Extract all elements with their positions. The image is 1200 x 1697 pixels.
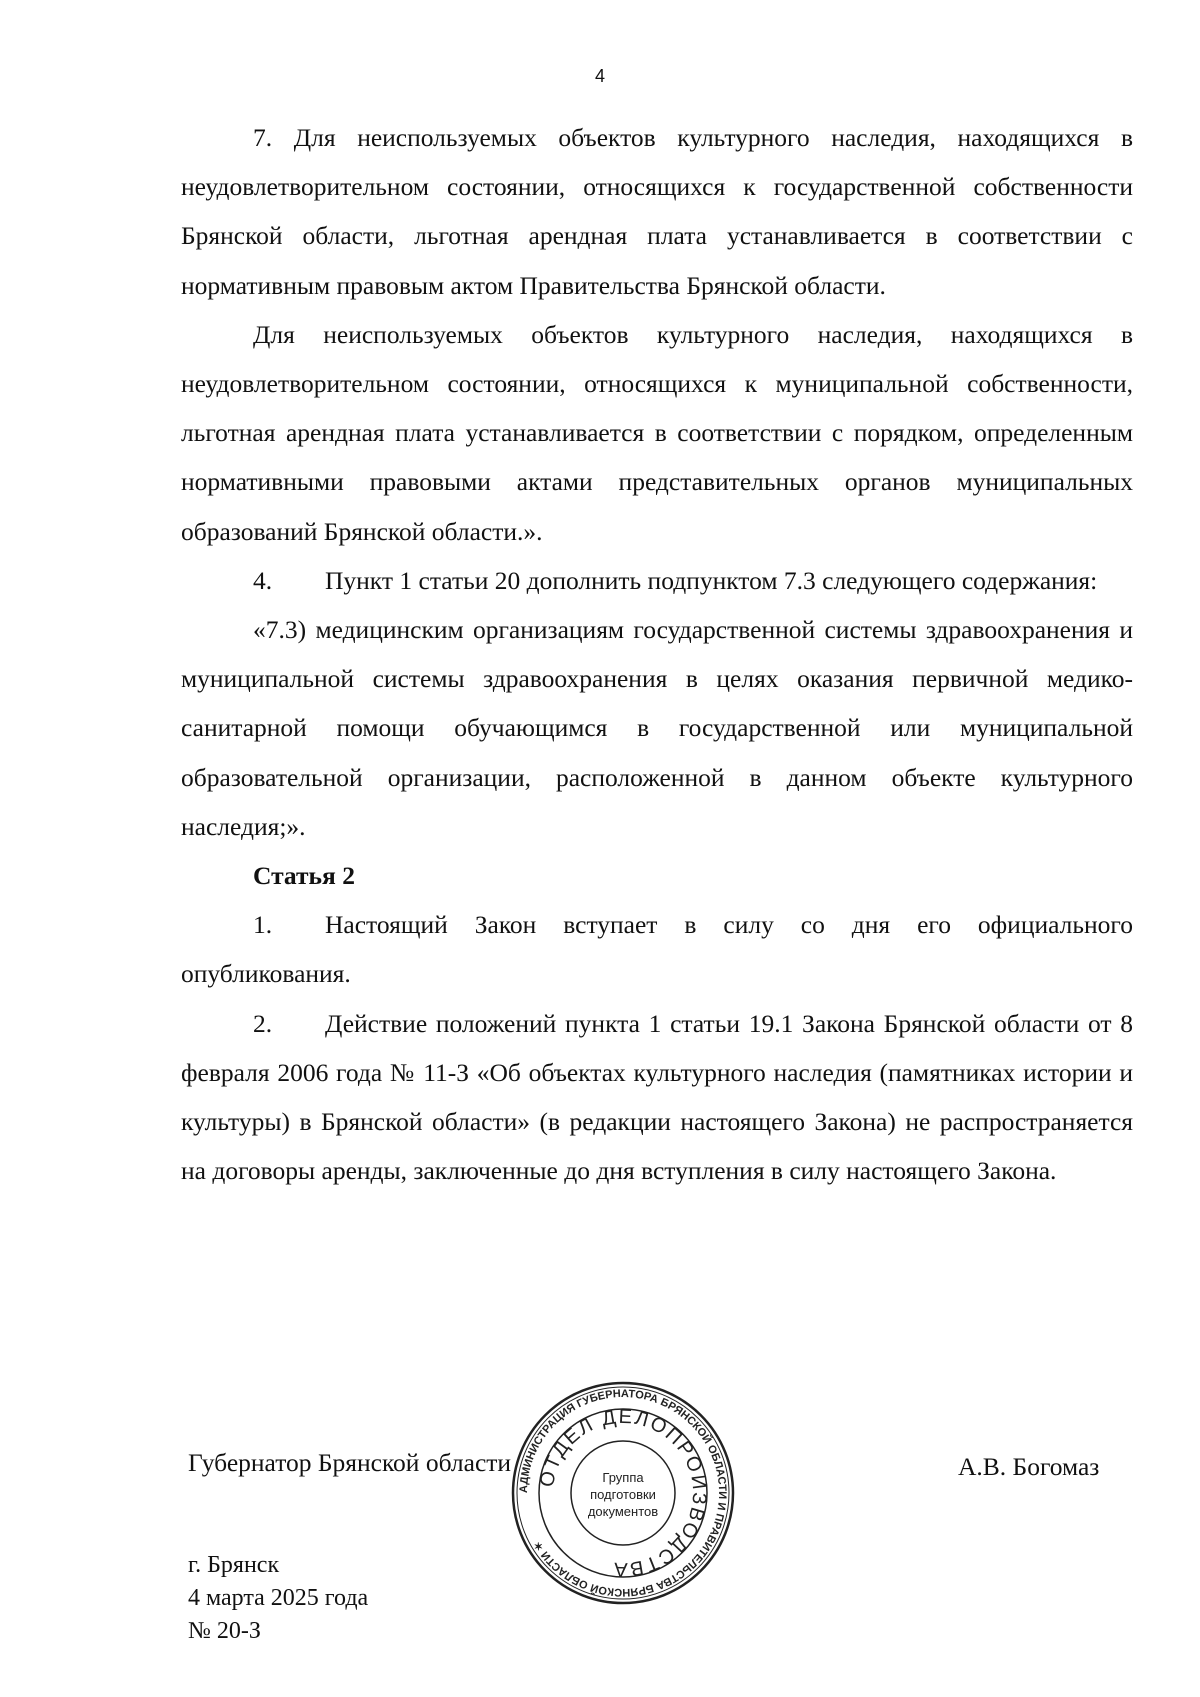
item-text: Пункт 1 статьи 20 дополнить подпунктом 7.3 следующего содержания: (325, 565, 1098, 595)
date: 4 марта 2025 года (188, 1585, 369, 1611)
page-number: 4 (594, 66, 605, 86)
item-text: Действие положений пункта 1 статьи 19.1 Закона Брянской области от 8 февраля 2006 года № 11-З «Об объектах культурного наследия (памятниках истории и культуры) в Брянской области» (в редакции настоящего Закона) не распространяется на договоры аренды, заключенные до дня вступления в силу настоящего Закона. (181, 1008, 1133, 1186)
paragraph-7-3: «7.3) медицинским организациям государственной системы здравоохранения и муниципальной системы здравоохранения в целях оказания первичной медико-санитарной помощи обучающимся в государственной или муниципальной образовательной организации, расположенной в данном объекте культурного наследия;». (181, 615, 1133, 841)
city: г. Брянск (188, 1552, 280, 1578)
paragraph-municipal: Для неиспользуемых объектов культурного наследия, находящихся в неудовлетворительном состоянии, относящихся к муниципальной собственности, льготная арендная плата устанавливается в соответствии с порядком, определенным нормативными правовыми актами представительных органов муниципальных образований Брянской области.». (181, 319, 1133, 546)
item-text: Настоящий Закон вступает в силу со дня его официального опубликования. (181, 910, 1133, 989)
signature-title: Губернатор Брянской области (188, 1448, 512, 1477)
stamp-center-line3: документов (587, 1504, 659, 1519)
place-date-block (188, 1549, 368, 1648)
stamp-center-line2: подготовки (590, 1487, 656, 1502)
official-stamp (508, 1378, 738, 1608)
stamp-inner-text: ОТДЕЛ ДЕЛОПРОИЗВОДСТВА (535, 1405, 711, 1581)
stamp-outer-text: АДМИНИСТРАЦИЯ ГУБЕРНАТОРА БРЯНСКОЙ ОБЛАСТИ И ПРАВИТЕЛЬСТВА БРЯНСКОЙ ОБЛАСТИ ✶ (517, 1387, 729, 1599)
item-number: 2. (253, 1008, 273, 1038)
signature-name: А.В. Богомаз (958, 1452, 1100, 1481)
law-number: № 20-З (188, 1618, 261, 1644)
document-body (181, 113, 1133, 1195)
paragraph-article2-2 (181, 999, 1133, 1196)
stamp-center-line1: Группа (602, 1470, 644, 1485)
paragraph-item-4 (181, 556, 1133, 605)
paragraph-7: 7. Для неиспользуемых объектов культурного наследия, находящихся в неудовлетворительном состоянии, относящихся к государственной собственности Брянской области, льготная арендная плата устанавливается в соответствии с нормативным правовым актом Правительства Брянской области. (181, 123, 1133, 300)
article-heading: Статья 2 (253, 861, 355, 891)
item-number: 4. (253, 565, 273, 595)
item-number: 1. (253, 910, 273, 940)
paragraph-article2-1 (181, 900, 1133, 998)
